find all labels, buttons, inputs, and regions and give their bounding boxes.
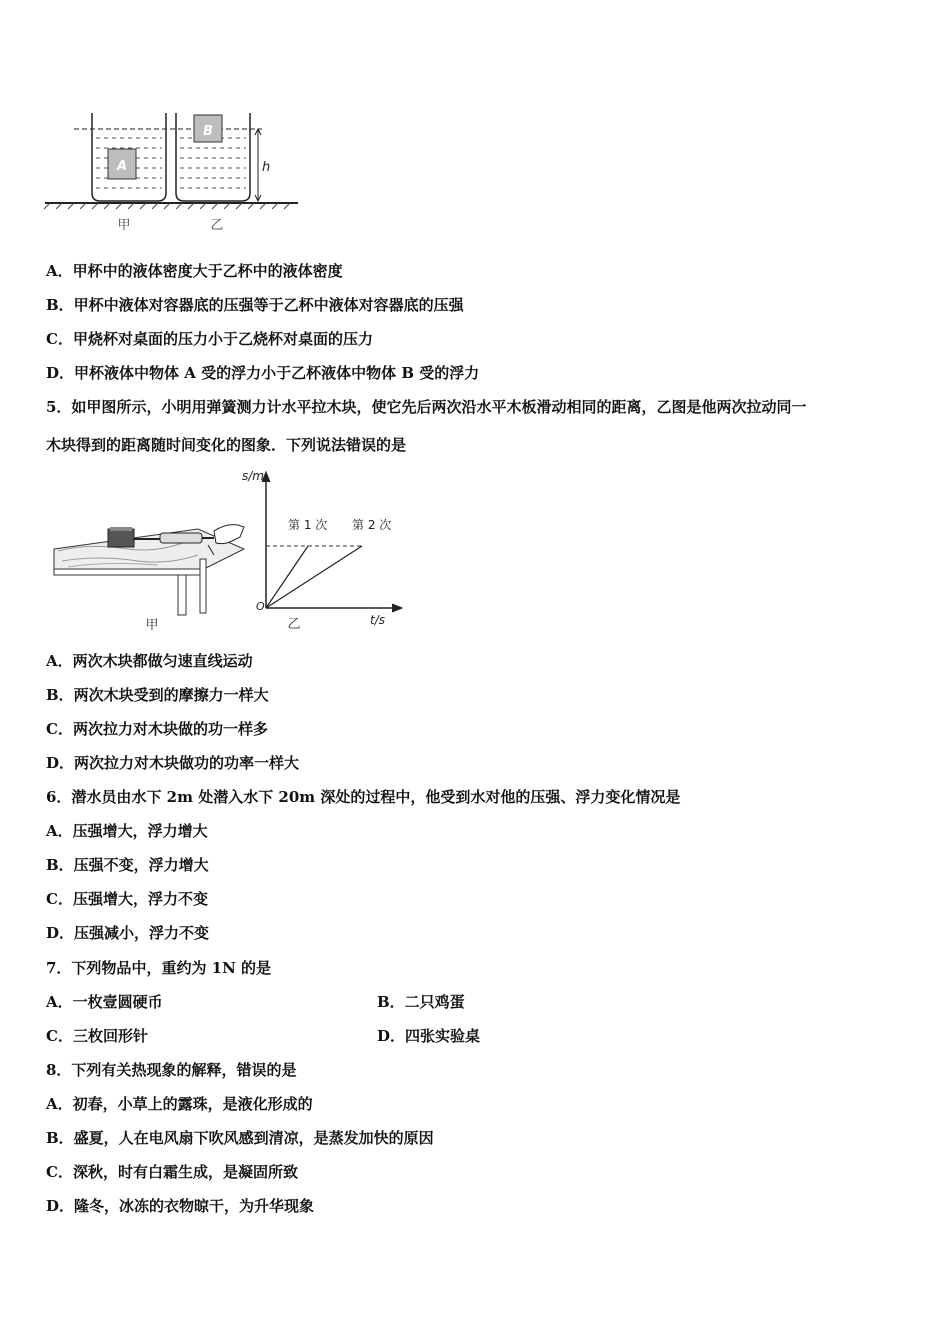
- beakers-figure: [40, 105, 310, 240]
- q8-stem: 8．下列有关热现象的解释，错误的是: [46, 1061, 297, 1079]
- q6-option-c: C．压强增大，浮力不变: [46, 890, 208, 908]
- q5-stem-line2: 木块得到的距离随时间变化的图象．下列说法错误的是: [46, 436, 407, 454]
- q5-option-b: B．两次木块受到的摩擦力一样大: [46, 686, 269, 704]
- q5-figure-caption-left: 甲: [145, 618, 159, 633]
- q8-option-c: C．深秋，时有白霜生成，是凝固所致: [46, 1163, 298, 1181]
- spring-scale-figure: [48, 515, 248, 635]
- q6-option-b: B．压强不变，浮力增大: [46, 856, 209, 874]
- q5-option-d: D．两次拉力对木块做功的功率一样大: [46, 754, 300, 772]
- series-2-label: 第 2 次: [352, 518, 392, 532]
- series-2-line: [266, 546, 362, 608]
- q7-option-b: B．二只鸡蛋: [377, 993, 465, 1011]
- q7-stem: 7．下列物品中，重约为 1N 的是: [46, 959, 272, 977]
- q6-option-d: D．压强减小，浮力不变: [46, 924, 210, 942]
- graph-origin-label: O: [256, 600, 265, 613]
- q6-stem: 6．潜水员由水下 2m 处潜入水下 20m 深处的过程中，他受到水对他的压强、浮力变化情况是: [46, 788, 681, 806]
- series-1-line: [266, 546, 308, 608]
- q6-option-a: A．压强增大，浮力增大: [46, 822, 208, 840]
- q4-option-a: A．甲杯中的液体密度大于乙杯中的液体密度: [46, 262, 343, 280]
- q4-option-b: B．甲杯中液体对容器底的压强等于乙杯中液体对容器底的压强: [46, 296, 464, 314]
- q8-option-b: B．盛夏，人在电风扇下吹风感到清凉，是蒸发加快的原因: [46, 1129, 434, 1147]
- graph-x-axis-label: t/s: [370, 613, 385, 627]
- q7-option-a: A．一枚壹圆硬币: [46, 993, 163, 1011]
- q5-option-c: C．两次拉力对木块做的功一样多: [46, 720, 268, 738]
- graph-y-axis-label: s/m: [242, 469, 264, 483]
- q5-option-a: A．两次木块都做匀速直线运动: [46, 652, 253, 670]
- q8-option-d: D．隆冬，冰冻的衣物晾干，为升华现象: [46, 1197, 315, 1215]
- figure1-caption-left: 甲: [117, 218, 131, 233]
- q4-option-c: C．甲烧杯对桌面的压力小于乙烧杯对桌面的压力: [46, 330, 373, 348]
- distance-time-graph: [242, 466, 412, 636]
- q8-option-a: A．初春，小草上的露珠，是液化形成的: [46, 1095, 313, 1113]
- figure1-caption-right: 乙: [210, 218, 224, 233]
- q5-stem-line1: 5．如甲图所示，小明用弹簧测力计水平拉木块，使它先后两次沿水平木板滑动相同的距离，乙图是他两次拉动同一: [46, 398, 807, 416]
- series-1-label: 第 1 次: [288, 518, 328, 532]
- block-b-label: B: [203, 124, 213, 139]
- q7-option-d: D．四张实验桌: [377, 1027, 481, 1045]
- q5-figure-caption-right: 乙: [287, 617, 301, 632]
- block-a-label: A: [116, 159, 128, 174]
- q7-option-c: C．三枚回形针: [46, 1027, 148, 1045]
- height-label: h: [262, 160, 271, 175]
- q4-option-d: D．甲杯液体中物体 A 受的浮力小于乙杯液体中物体 B 受的浮力: [46, 364, 480, 382]
